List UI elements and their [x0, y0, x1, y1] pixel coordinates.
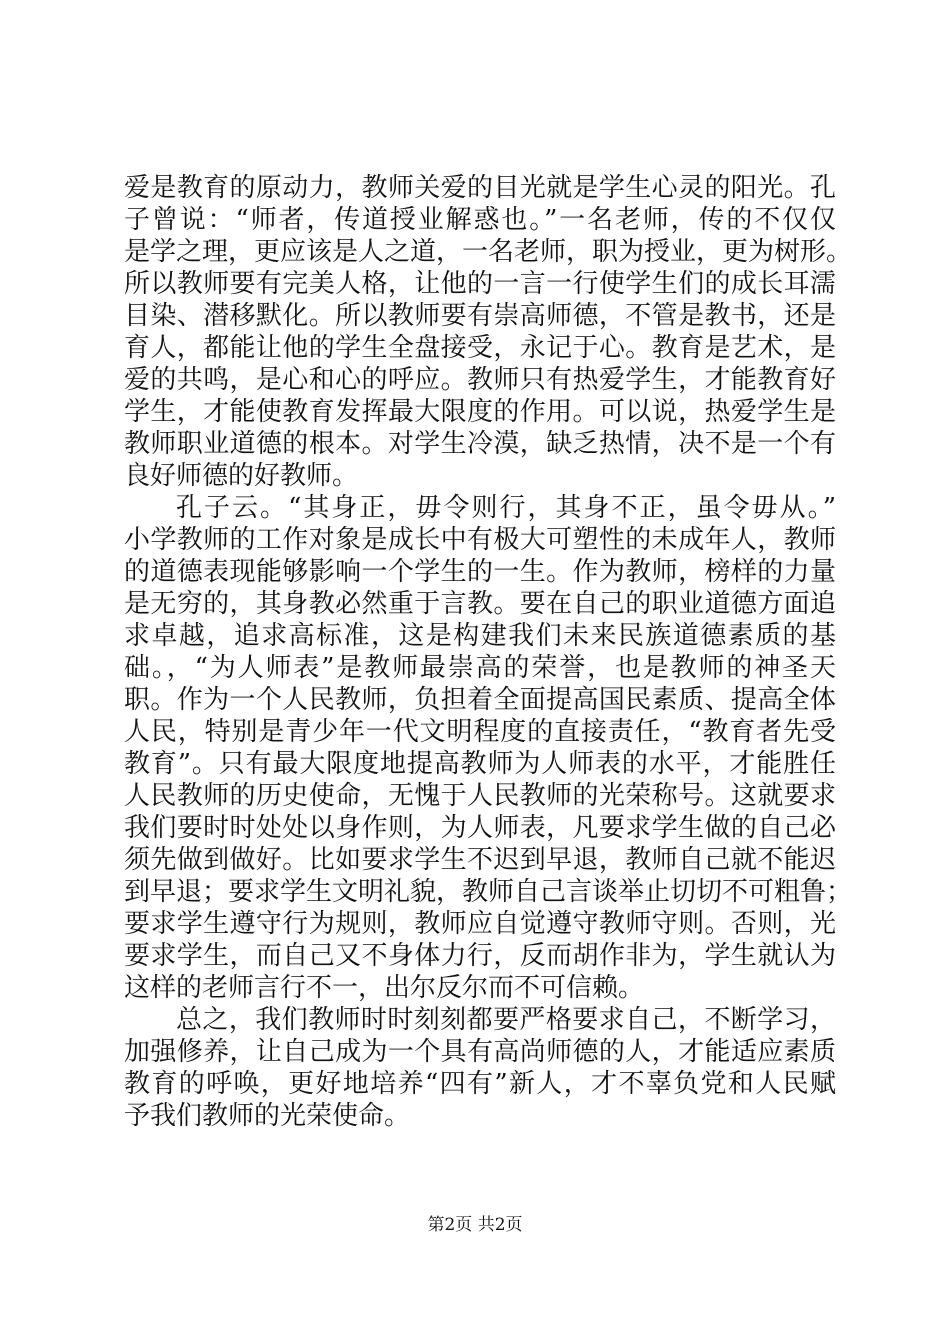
text-line: 总之，我们教师时时刻刻都要严格要求自己，不断学习， — [176, 1005, 836, 1035]
text-line: 人民教师的历史使命，无愧于人民教师的光荣称号。这就要求 — [124, 781, 836, 811]
text-line: 础。，“为人师表”是教师最崇高的荣誉，也是教师的神圣天 — [124, 653, 836, 683]
text-line: 求卓越，追求高标准，这是构建我们未来民族道德素质的基 — [124, 621, 836, 651]
text-line: 我们要时时处处以身作则，为人师表，凡要求学生做的自己必 — [124, 813, 836, 843]
body-text — [124, 172, 853, 1132]
text-line: 人民，特别是青少年一代文明程度的直接责任，“教育者先受 — [124, 717, 836, 747]
text-line: 教育”。只有最大限度地提高教师为人师表的水平，才能胜任 — [124, 749, 836, 779]
page-footer: 第2页 共2页 — [427, 1215, 523, 1235]
text-line: 予我们教师的光荣使命。 — [124, 1101, 411, 1131]
text-line: 须先做到做好。比如要求学生不迟到早退，教师自己就不能迟 — [124, 845, 836, 875]
text-line: 职。作为一个人民教师，负担着全面提高国民素质、提高全体 — [124, 685, 836, 715]
text-line: 要求学生，而自己又不身体力行，反而胡作非为，学生就认为 — [124, 941, 836, 971]
text-line: 目染、潜移默化。所以教师要有崇高师德，不管是教书，还是 — [124, 301, 836, 331]
text-line: 这样的老师言行不一，出尔反尔而不可信赖。 — [124, 973, 645, 1003]
text-line: 孔子云。“其身正，毋令则行，其身不正，虽令毋从。” — [176, 493, 836, 523]
text-line: 教育的呼唤，更好地培养“四有”新人，才不辜负党和人民赋 — [124, 1069, 836, 1099]
text-line: 育人，都能让他的学生全盘接受，永记于心。教育是艺术，是 — [124, 333, 836, 363]
text-line: 学生，才能使教育发挥最大限度的作用。可以说，热爱学生是 — [124, 397, 836, 427]
text-line: 小学教师的工作对象是成长中有极大可塑性的未成年人，教师 — [124, 525, 836, 555]
text-line: 爱是教育的原动力，教师关爱的目光就是学生心灵的阳光。孔 — [124, 173, 836, 203]
text-line: 爱的共鸣，是心和心的呼应。教师只有热爱学生，才能教育好 — [124, 365, 836, 395]
text-line: 加强修养，让自己成为一个具有高尚师德的人，才能适应素质 — [124, 1037, 836, 1067]
text-line: 教师职业道德的根本。对学生冷漠，缺乏热情，决不是一个有 — [124, 429, 836, 459]
text-line: 所以教师要有完美人格，让他的一言一行使学生们的成长耳濡 — [124, 269, 836, 299]
text-line: 是无穷的，其身教必然重于言教。要在自己的职业道德方面追 — [124, 589, 836, 619]
text-line: 是学之理，更应该是人之道，一名老师，职为授业，更为树形。 — [124, 237, 853, 267]
text-line: 子曾说：“师者，传道授业解惑也。”一名老师，传的不仅仅 — [124, 205, 836, 235]
text-line: 到早退；要求学生文明礼貌，教师自己言谈举止切切不可粗鲁； — [124, 877, 853, 907]
text-line: 良好师德的好教师。 — [124, 461, 359, 491]
text-line: 要求学生遵守行为规则，教师应自觉遵守教师守则。否则，光 — [124, 909, 836, 939]
text-line: 的道德表现能够影响一个学生的一生。作为教师，榜样的力量 — [124, 557, 836, 587]
